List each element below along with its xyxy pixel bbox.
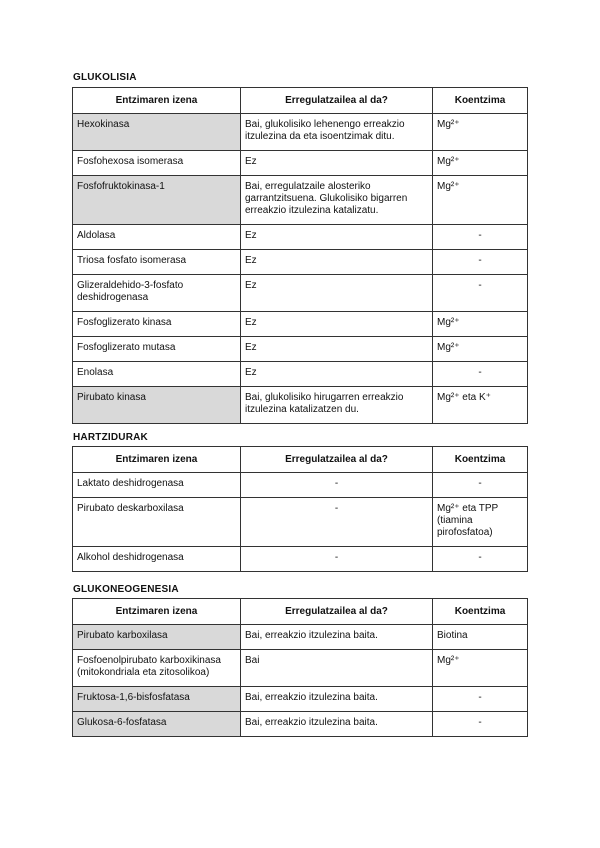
enzyme-name-cell: Pirubato kinasa [73, 387, 241, 424]
coenzyme-cell: Mg²⁺ [433, 312, 528, 337]
coenzyme-cell: - [433, 225, 528, 250]
coenzyme-cell: Mg²⁺ [433, 650, 528, 687]
regulator-header: Erregulatzailea al da? [241, 88, 433, 114]
enzyme-name-cell: Fosfoenolpirubato karboxikinasa (mitokondriala eta zitosolikoa) [73, 650, 241, 687]
table-row [73, 625, 528, 650]
table-header-row [73, 599, 528, 625]
table-row [73, 275, 528, 312]
regulator-cell: Bai, erregulatzaile alosteriko garrantzitsuena. Glukolisiko bigarren erreakzio itzulezina katalizatu. [241, 176, 433, 225]
coenzyme-cell: Mg²⁺ [433, 176, 528, 225]
table-row [73, 250, 528, 275]
regulator-cell: Ez [241, 312, 433, 337]
regulator-cell: Bai, glukolisiko hirugarren erreakzio itzulezina katalizatzen du. [241, 387, 433, 424]
regulator-cell: - [241, 473, 433, 498]
enzyme-name-header: Entzimaren izena [73, 599, 241, 625]
coenzyme-cell: Mg²⁺ eta TPP (tiamina pirofosfatoa) [433, 498, 528, 547]
regulator-cell: Ez [241, 337, 433, 362]
section-title: GLUKONEOGENESIA [73, 584, 179, 595]
enzyme-name-cell: Fosfoglizerato mutasa [73, 337, 241, 362]
enzyme-table [72, 446, 528, 572]
coenzyme-cell: Biotina [433, 625, 528, 650]
enzyme-name-cell: Fosfoglizerato kinasa [73, 312, 241, 337]
regulator-header: Erregulatzailea al da? [241, 447, 433, 473]
regulator-cell: Bai [241, 650, 433, 687]
regulator-cell: Ez [241, 275, 433, 312]
regulator-cell: Bai, glukolisiko lehenengo erreakzio itzulezina da eta isoentzimak ditu. [241, 114, 433, 151]
regulator-cell: Bai, erreakzio itzulezina baita. [241, 625, 433, 650]
table-row [73, 225, 528, 250]
table-row [73, 687, 528, 712]
regulator-header: Erregulatzailea al da? [241, 599, 433, 625]
enzyme-table [72, 87, 528, 424]
enzyme-name-cell: Enolasa [73, 362, 241, 387]
table-row [73, 176, 528, 225]
regulator-cell: Ez [241, 250, 433, 275]
enzyme-name-cell: Pirubato deskarboxilasa [73, 498, 241, 547]
section-title: GLUKOLISIA [73, 72, 137, 83]
regulator-cell: - [241, 498, 433, 547]
regulator-cell: Bai, erreakzio itzulezina baita. [241, 687, 433, 712]
enzyme-name-cell: Aldolasa [73, 225, 241, 250]
table-row [73, 712, 528, 737]
coenzyme-cell: - [433, 362, 528, 387]
enzyme-name-cell: Triosa fosfato isomerasa [73, 250, 241, 275]
enzyme-name-cell: Laktato deshidrogenasa [73, 473, 241, 498]
table-row [73, 473, 528, 498]
enzyme-name-cell: Glizeraldehido-3-fosfato deshidrogenasa [73, 275, 241, 312]
table-row [73, 337, 528, 362]
table-row [73, 650, 528, 687]
enzyme-name-cell: Fosfofruktokinasa-1 [73, 176, 241, 225]
enzyme-table [72, 598, 528, 737]
coenzyme-cell: - [433, 547, 528, 572]
table-row [73, 151, 528, 176]
coenzyme-cell: Mg²⁺ [433, 151, 528, 176]
coenzyme-header: Koentzima [433, 447, 528, 473]
enzyme-name-cell: Hexokinasa [73, 114, 241, 151]
regulator-cell: Bai, erreakzio itzulezina baita. [241, 712, 433, 737]
coenzyme-cell: Mg²⁺ eta K⁺ [433, 387, 528, 424]
coenzyme-header: Koentzima [433, 88, 528, 114]
coenzyme-cell: - [433, 250, 528, 275]
coenzyme-cell: - [433, 275, 528, 312]
regulator-cell: Ez [241, 225, 433, 250]
coenzyme-cell: - [433, 712, 528, 737]
regulator-cell: Ez [241, 362, 433, 387]
table-row [73, 547, 528, 572]
enzyme-name-cell: Alkohol deshidrogenasa [73, 547, 241, 572]
table-header-row [73, 447, 528, 473]
coenzyme-cell: - [433, 687, 528, 712]
enzyme-name-header: Entzimaren izena [73, 447, 241, 473]
section-title: HARTZIDURAK [73, 432, 148, 443]
regulator-cell: Ez [241, 151, 433, 176]
coenzyme-cell: Mg²⁺ [433, 114, 528, 151]
enzyme-name-header: Entzimaren izena [73, 88, 241, 114]
enzyme-name-cell: Fruktosa-1,6-bisfosfatasa [73, 687, 241, 712]
enzyme-name-cell: Pirubato karboxilasa [73, 625, 241, 650]
enzyme-name-cell: Fosfohexosa isomerasa [73, 151, 241, 176]
coenzyme-cell: Mg²⁺ [433, 337, 528, 362]
coenzyme-cell: - [433, 473, 528, 498]
table-row [73, 362, 528, 387]
enzyme-name-cell: Glukosa-6-fosfatasa [73, 712, 241, 737]
table-row [73, 498, 528, 547]
table-row [73, 312, 528, 337]
table-row [73, 387, 528, 424]
table-row [73, 114, 528, 151]
coenzyme-header: Koentzima [433, 599, 528, 625]
regulator-cell: - [241, 547, 433, 572]
table-header-row [73, 88, 528, 114]
